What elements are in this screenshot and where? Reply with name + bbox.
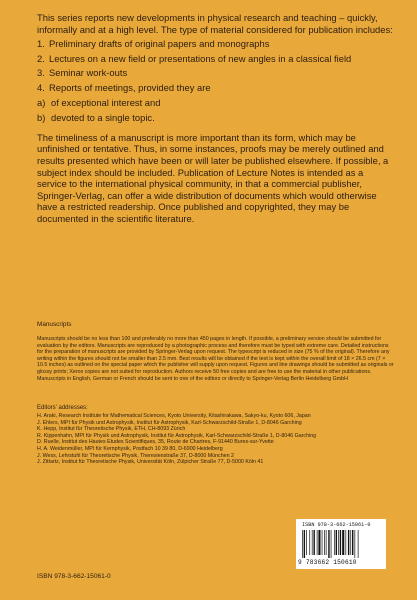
list-text: devoted to a single topic. xyxy=(51,112,155,124)
editor-address: K. Hepp, Institut für Theoretische Physik, ETH, CH-8093 Zürich xyxy=(37,426,186,433)
list-number: 2. xyxy=(37,52,45,64)
list-item xyxy=(37,53,395,65)
list-text: Lectures on a new field or presentations of new angles in a classical field xyxy=(49,52,352,64)
manuscripts-heading: Manuscripts xyxy=(37,321,72,328)
list-text: Preliminary drafts of original papers and monographs xyxy=(49,38,270,50)
manuscripts-body: Manuscripts should be no less than 100 and preferably no more than 450 pages in length. If possible, a preliminary version should be submitted for evaluation by the editors. Manuscripts are reproduced by a photographic process and therefore must be typed with extreme care. Detailed instructions for the preparation of manuscripts are provided by Springer-Verlag upon request. The typescript is reduced in size (75 % of the original). Therefore any writing within the figures should not be smaller than 2.5 mm. Best results will be obtained if the text is kept within the overall limit of 18 × 26.5 cm (7 × 10.5 inches) as outlined on the special paper which the publisher will supply upon request. Figures and line drawings should be submitted as originals or glossy prints; Xerox copies are not suited for reproduction. Authors receive 50 free copies and are free to use the material in other publications. Manuscripts in English, German or French should be sent to one of the editors or directly to Springer-Verlag Berlin Heidelberg GmbH xyxy=(37,336,394,382)
editor-address: J. Zittartz, Institut für Theoretische Physik, Universität Köln, Zülpicher Straße 77, D-5000 Köln 41 xyxy=(37,459,264,466)
list-number: 1. xyxy=(37,38,45,50)
editor-address: H. A. Weidenmüller, MPI für Kernphysik, Postfach 10 39 80, D-6900 Heidelberg xyxy=(37,445,223,452)
list-item xyxy=(37,67,395,79)
editor-address: J. Wess, Lehrstuhl für Theoretische Physik, Theresienstraße 37, D-8000 München 2 xyxy=(37,452,234,459)
list-text: Seminar work-outs xyxy=(49,67,128,79)
list-text: Reports of meetings, provided they are xyxy=(49,81,211,93)
isbn-footer: ISBN 978-3-662-15061-0 xyxy=(37,573,111,580)
editor-address: D. Ruelle, Institut des Hautes Etudes Scientifiques, 35, Route de Chartres, F-91440 Bures-sur-Yvette xyxy=(37,439,274,446)
list-number: b) xyxy=(37,112,46,124)
list-number: 3. xyxy=(37,67,45,79)
list-item xyxy=(37,38,395,50)
editor-address: R. Kippenhahn, MPI für Physik und Astrophysik, Institut für Astrophysik, Karl-Schwarzschild-Straße 1, D-8046 Garching xyxy=(37,432,317,439)
editor-address: H. Araki, Research Institute for Mathematical Sciences, Kyoto University, Kitashirakawa, Sakyo-ku, Kyoto 606, Japan xyxy=(37,413,311,419)
editor-address: J. Ehlers, MPI für Physik und Astrophysik, Institut für Astrophysik, Karl-Schwarzschild-Straße 1, D-8046 Garching xyxy=(37,419,302,426)
list-number: a) xyxy=(37,96,46,108)
editors-list xyxy=(37,413,395,466)
list-item xyxy=(37,112,395,124)
timeliness-paragraph: The timeliness of a manuscript is more important than its form, which may be unfinished or tentative. Thus, in some instances, proofs may be merely outlined and results presented which have been or will later be published elsewhere. If possible, a subject index should be included. Publication of Lecture Notes is intended as a service to the international physical community, in that a commercial publisher, Springer-Verlag, can offer a wide distribution of documents which would otherwise have a restricted readership. Once published and copyrighted, they may be documented in the scientific literature. xyxy=(37,131,389,224)
series-description xyxy=(37,12,395,225)
list-number: 4. xyxy=(37,81,45,93)
barcode-label xyxy=(296,519,386,569)
editors-heading: Editors' addresses: xyxy=(37,405,88,411)
list-item xyxy=(37,97,395,109)
barcode-isbn-text: ISBN 978-3-662-15061-0 xyxy=(302,522,371,528)
barcode-digits: 9 783662 150610 xyxy=(298,559,357,566)
meeting-conditions-list xyxy=(37,97,395,128)
list-text: of exceptional interest and xyxy=(51,96,161,108)
material-list xyxy=(37,38,395,128)
barcode-icon xyxy=(301,530,381,558)
list-item xyxy=(37,82,395,128)
intro-lead: This series reports new developments in physical research and teaching – quickly, informally and at a high level. The type of material considered for publication includes: xyxy=(37,12,393,35)
